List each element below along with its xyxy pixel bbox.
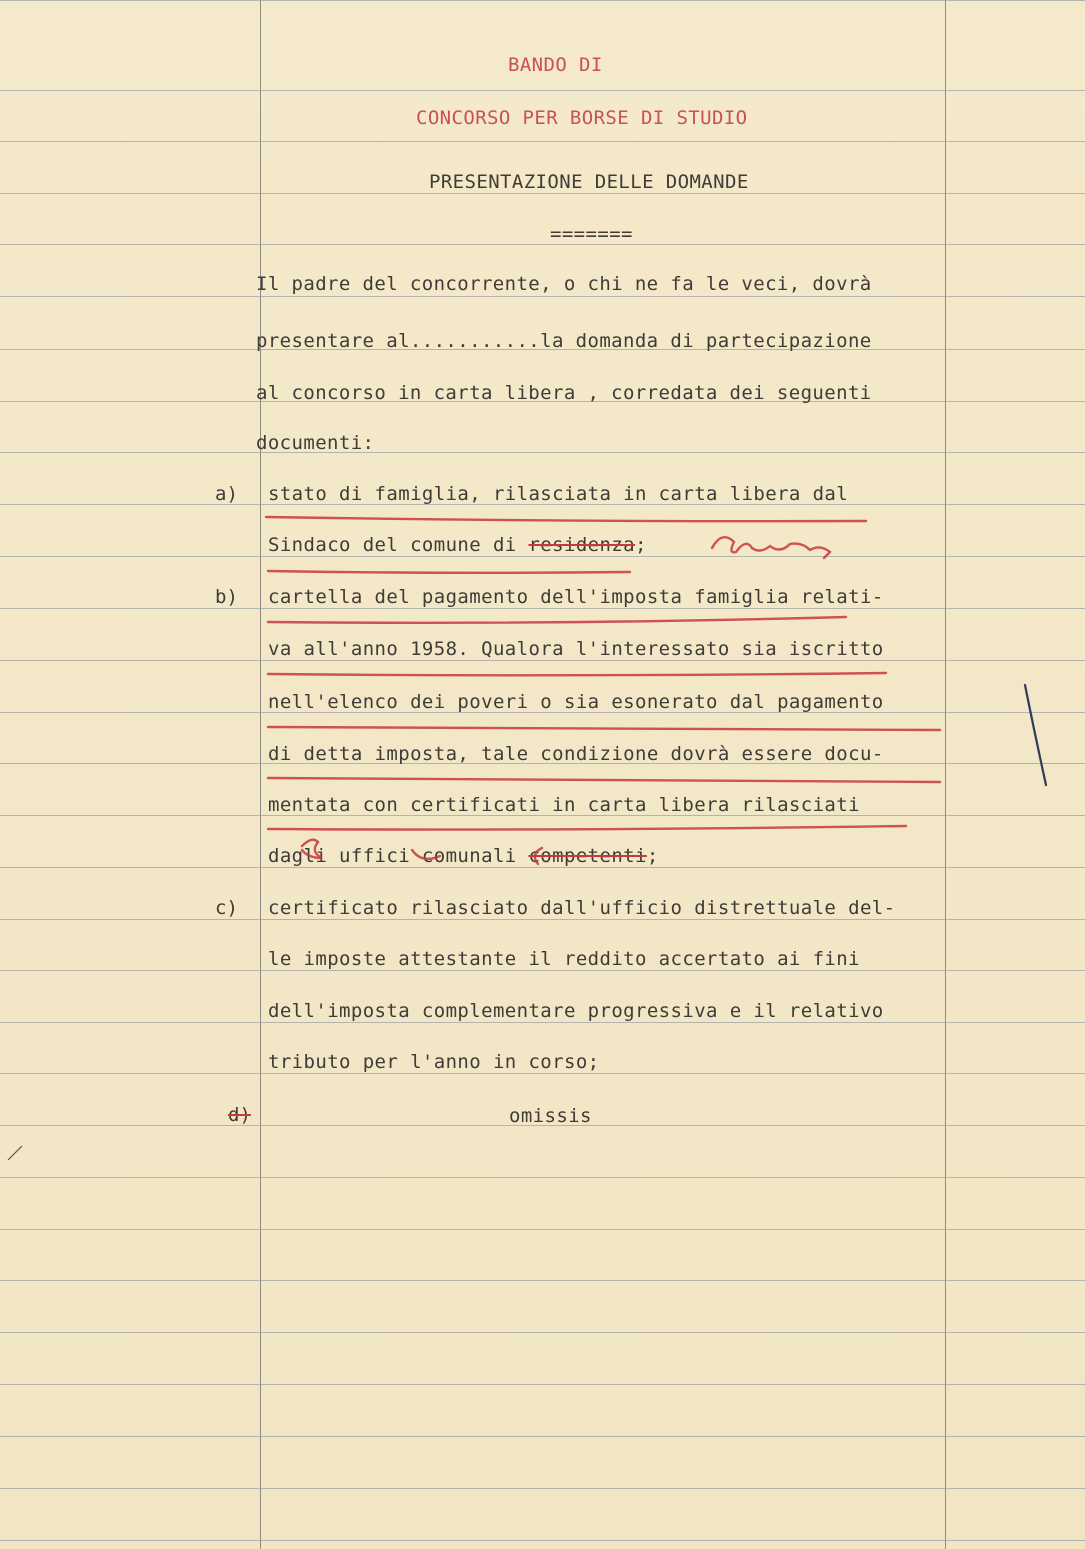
ruled-line bbox=[0, 1229, 1085, 1230]
item-a-line: stato di famiglia, rilasciata in carta libera dal bbox=[268, 483, 849, 505]
pencil-mark bbox=[8, 1146, 22, 1160]
intro-line: documenti: bbox=[256, 432, 375, 454]
pencil-underline bbox=[268, 778, 940, 782]
intro-line: presentare al...........la domanda di partecipazione bbox=[256, 330, 872, 352]
pencil-underline bbox=[268, 727, 940, 730]
item-a-last-prefix: Sindaco del comune di bbox=[268, 534, 529, 556]
item-b-last-line bbox=[268, 844, 659, 868]
ruled-line bbox=[0, 1332, 1085, 1333]
item-b-line: cartella del pagamento dell'imposta famiglia relati- bbox=[268, 586, 884, 608]
item-marker-b: b) bbox=[215, 586, 238, 608]
ruled-line bbox=[0, 1384, 1085, 1385]
item-c-line: dell'imposta complementare progressiva e il relativo bbox=[268, 1000, 884, 1022]
item-b-struck-word: competenti bbox=[528, 845, 647, 867]
ruled-line bbox=[0, 452, 1085, 453]
item-c-line: le imposte attestante il reddito accertato ai fini bbox=[268, 948, 860, 970]
pencil-underline bbox=[268, 617, 846, 623]
ruled-line bbox=[0, 0, 1085, 1]
item-marker-d: d) bbox=[228, 1104, 251, 1126]
item-b-line: mentata con certificati in carta libera rilasciati bbox=[268, 794, 860, 816]
ruled-line bbox=[0, 1540, 1085, 1541]
intro-line: al concorso in carta libera , corredata dei seguenti bbox=[256, 382, 872, 404]
item-b-line: nell'elenco dei poveri o sia esonerato dal pagamento bbox=[268, 691, 884, 713]
item-c-line: certificato rilasciato dall'ufficio distrettuale del- bbox=[268, 897, 896, 919]
header-separator: ======= bbox=[550, 223, 633, 245]
pencil-underline bbox=[268, 673, 886, 675]
ruled-line bbox=[0, 90, 1085, 91]
left-margin-rule bbox=[260, 0, 261, 1549]
ruled-line bbox=[0, 1177, 1085, 1178]
ruled-line bbox=[0, 141, 1085, 142]
item-b-line: va all'anno 1958. Qualora l'interessato sia iscritto bbox=[268, 638, 884, 660]
item-b-last-suffix: ; bbox=[646, 845, 659, 867]
pencil-underline bbox=[266, 517, 866, 521]
ruled-line bbox=[0, 1436, 1085, 1437]
item-a-last-suffix: ; bbox=[635, 534, 647, 556]
pencil-handwriting bbox=[712, 537, 830, 558]
ink-pen-stroke bbox=[1025, 685, 1046, 785]
item-marker-a: a) bbox=[215, 483, 238, 505]
item-c-line: tributo per l'anno in corso; bbox=[268, 1051, 600, 1073]
right-margin-rule bbox=[945, 0, 946, 1549]
item-a-struck-word: residenza bbox=[528, 534, 636, 556]
item-b-line: di detta imposta, tale condizione dovrà essere docu- bbox=[268, 743, 884, 765]
ruled-line bbox=[0, 1488, 1085, 1489]
header-title-line-2: CONCORSO PER BORSE DI STUDIO bbox=[416, 107, 748, 129]
item-a-last-line bbox=[268, 533, 647, 557]
ruled-line bbox=[0, 1280, 1085, 1281]
item-b-last-prefix: dagli uffici comunali bbox=[268, 845, 529, 867]
pencil-underline bbox=[268, 571, 630, 573]
item-marker-c: c) bbox=[215, 897, 238, 919]
header-title-line-1: BANDO DI bbox=[508, 54, 603, 76]
header-subtitle: PRESENTAZIONE DELLE DOMANDE bbox=[429, 171, 749, 193]
ruled-line bbox=[0, 244, 1085, 245]
item-d-text: omissis bbox=[509, 1105, 592, 1127]
ruled-line bbox=[0, 296, 1085, 297]
pencil-underline bbox=[268, 826, 906, 830]
intro-line: Il padre del concorrente, o chi ne fa le veci, dovrà bbox=[256, 273, 872, 295]
